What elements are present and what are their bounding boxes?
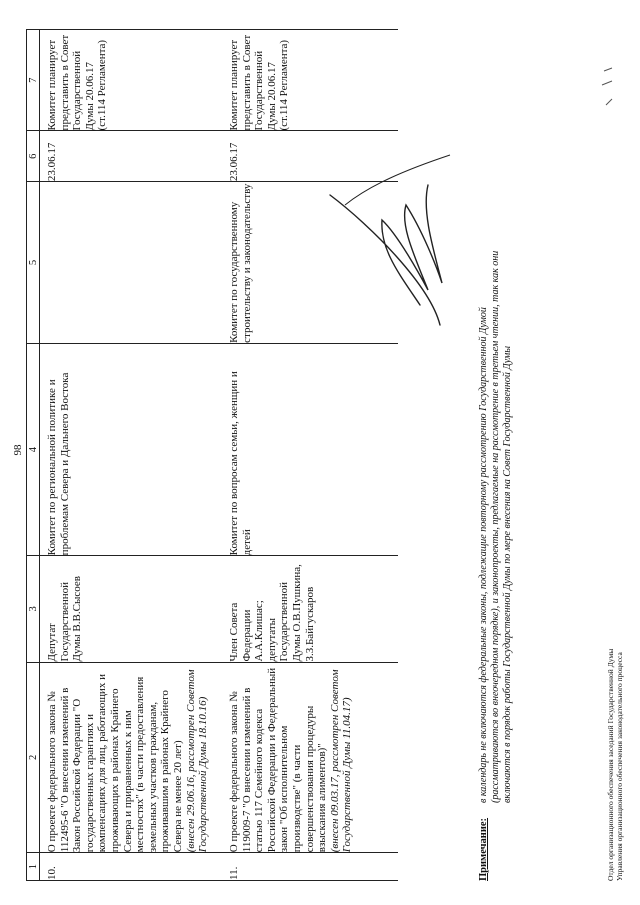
row-number: 11. xyxy=(218,853,398,881)
bill-status-note: (внесен 09.03.17, рассмотрен Советом Государственной Думы 11.04.17) xyxy=(328,669,354,853)
column-header: 5 xyxy=(27,182,40,344)
committee-plan-note: Комитет планирует представить в Совет Государственной Думы 20.06.17 (ст.114 Регламента) xyxy=(218,30,398,131)
bill-title-cell xyxy=(40,662,219,853)
bill-title: О проекте федерального закона № 112495-6 "О внесении изменений в Закон Российской Федерации "О государственных гарантиях и компенсациях для лиц, работающих и проживающих в районах Крайнего Севера и приравненных к ним местностях" (в части предоставления земельных участков гражданам, проживавшим в районах Крайнего Севера не менее 20 лет) xyxy=(46,674,184,853)
footer xyxy=(606,649,624,881)
column-header: 3 xyxy=(27,556,40,662)
footnote-label: Примечание: xyxy=(478,817,489,881)
committee-plan-note: Комитет планирует представить в Совет Государственной Думы 20.06.17 (ст.114 Регламента) xyxy=(40,30,219,131)
co-committee xyxy=(40,182,219,344)
bill-status-note: (внесен 29.06.16, рассмотрен Советом Государственной Думы 18.10.16) xyxy=(184,669,210,853)
footer-line: Управления организационного обеспечения законодательного процесса xyxy=(615,652,624,881)
table-row xyxy=(40,30,219,881)
column-header-row xyxy=(27,30,40,881)
footer-line: Отдел организационного обеспечения заседаний Государственной Думы xyxy=(606,648,615,881)
column-header: 7 xyxy=(27,30,40,131)
responsible-committee: Комитет по вопросам семьи, женщин и детей xyxy=(218,343,398,555)
column-header: 1 xyxy=(27,853,40,881)
column-header: 4 xyxy=(27,343,40,555)
bill-title-cell xyxy=(218,662,398,853)
responsible-committee: Комитет по региональной политике и проблемам Севера и Дальнего Востока xyxy=(40,343,219,555)
review-date: 23.06.17 xyxy=(218,131,398,182)
bill-title: О проекте федерального закона № 119009-7 "О внесении изменений в статью 117 Семейного кодекса Российской Федерации и Федеральный закон "Об исполнительном производстве" (в части совершенствования процедуры взыскания алиментов)" xyxy=(228,667,329,853)
footnote-text: в календарь не включаются федеральные законы, подлежащие повторному рассмотрению Государственной Думой (рассматриваются во внеочередном порядке), и законопроекты, предлагаемые на рассмотрение в третьем чтении, так как они включаются в порядок работы Государственной Думы по мере внесения на Совет Государственной Думы xyxy=(478,250,513,803)
page-number: 98 xyxy=(12,444,24,456)
column-header: 2 xyxy=(27,662,40,853)
bill-author: Член Совета Федерации А.А.Клишас; депутаты Государственной Думы О.В.Пушкина, З.З.Байгускаров xyxy=(218,556,398,662)
column-header: 6 xyxy=(27,131,40,182)
review-date: 23.06.17 xyxy=(40,131,219,182)
row-number: 10. xyxy=(40,853,219,881)
margin-marks xyxy=(596,55,626,115)
handwritten-signature xyxy=(310,145,460,345)
bill-author: Депутат Государственной Думы В.В.Сысоев xyxy=(40,556,219,662)
co-committee: Комитет по государственному строительству и законодательству xyxy=(218,182,398,344)
